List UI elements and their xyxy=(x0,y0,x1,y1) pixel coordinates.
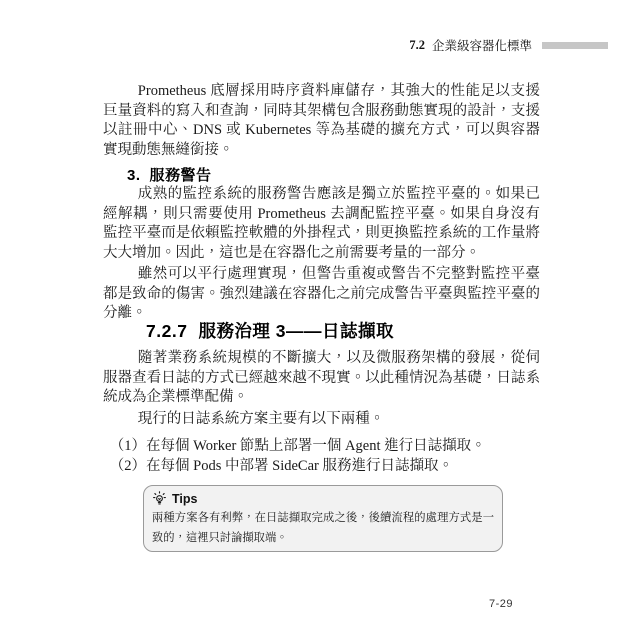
header-decoration-bar xyxy=(542,42,608,49)
list-item: （2）在每個 Pods 中部署 SideCar 服務進行日誌擷取。 xyxy=(109,457,453,474)
paragraph-log-1: 隨著業務系統規模的不斷擴大，以及微服務架構的發展，從伺服器查看日誌的方式已經越來越不現實。以此種情況為基礎，日誌系統成為企業標準配備。 xyxy=(103,350,540,405)
tips-label: Tips xyxy=(172,491,198,506)
tips-header xyxy=(152,491,494,506)
running-header-section-title: 企業級容器化標準 xyxy=(431,39,532,53)
running-header-section-number: 7.2 xyxy=(409,37,425,52)
paragraph-alert-1: 成熟的監控系統的服務警告應該是獨立於監控平臺的。如果已經解耦，則只需要使用 Prometheus 去調配監控平臺。如果自身沒有監控平臺而是依賴監控軟體的外掛程式，則更換監控系統的工作量將大大增加。因此，這也是在容器化之前需要考量的一部分。 xyxy=(103,186,540,261)
paragraph-log-2: 現行的日誌系統方案主要有以下兩種。 xyxy=(137,411,385,427)
list-item: （1）在每個 Worker 節點上部署一個 Agent 進行日誌擷取。 xyxy=(109,438,486,454)
section-heading-number: 7.2.7 xyxy=(146,321,188,341)
tips-text: 兩種方案各有利弊，在日誌擷取完成之後，後續流程的處理方式是一致的，這裡只討論擷取端。 xyxy=(152,512,494,544)
lightbulb-icon xyxy=(152,491,167,506)
subheading-number: 3. xyxy=(127,167,141,184)
section-heading-title: 服務治理 3——日誌擷取 xyxy=(198,321,395,341)
running-header xyxy=(409,36,608,54)
page-number: 7-29 xyxy=(489,598,514,610)
log-solution-list xyxy=(104,437,541,476)
subheading-service-alert xyxy=(127,164,212,185)
section-heading-log-capture xyxy=(146,318,394,343)
subheading-title: 服務警告 xyxy=(149,167,212,184)
paragraph-alert-2: 雖然可以平行處理實現，但警告重複或警告不完整對監控平臺都是致命的傷害。強烈建議在容器化之前完成警告平臺與監控平臺的分離。 xyxy=(103,266,540,321)
tips-callout-box xyxy=(143,485,503,552)
paragraph-prometheus: Prometheus 底層採用時序資料庫儲存，其強大的性能足以支援巨量資料的寫入和查詢，同時其架構包含服務動態實現的設計，支援以註冊中心、DNS 或 Kubernetes 等為基礎的擴充方式，可以與容器實現動態無縫銜接。 xyxy=(103,83,540,158)
